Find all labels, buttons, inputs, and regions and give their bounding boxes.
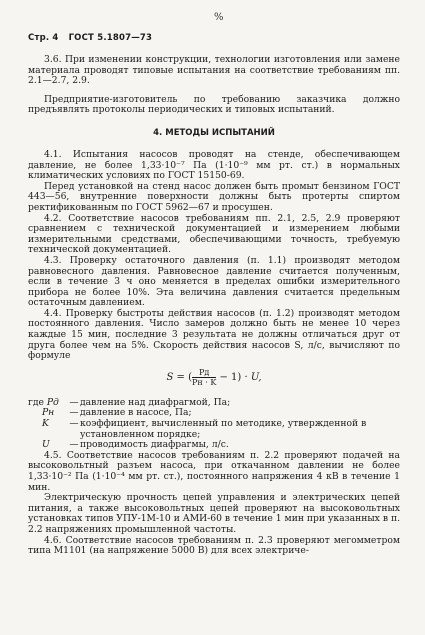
formula-minus: − 1	[219, 371, 238, 383]
paragraph-installation: Перед установкой на стенд насос должен быть промыт бензином ГОСТ 443—56, внутренние поверхности должны быть протерты спиртом ректификованным по ГОСТ 5962—67 и просушен.	[28, 180, 400, 213]
paragraph-4-4: 4.4. Проверку быстроты действия насосов (п. 1.2) производят методом постоянного давления. Число замеров должно быть не менее 10 через каждые 15 мин, последние 3 результата не должны отличаться друг от друга более чем на 5%. Скорость действия насосов S, л/с, вычисляют по формуле	[28, 307, 400, 362]
standard-code: ГОСТ 5.1807—73	[68, 33, 153, 43]
paragraph-3-6: 3.6. При изменении конструкции, технологии изготовления или замене материала проводят типовые испытания на соответствие требованиям пп. 2.1—2.7, 2.9.	[28, 54, 400, 87]
formula-close: )	[237, 371, 242, 383]
where-label: где	[28, 396, 44, 408]
paragraph-4-3: 4.3. Проверку остаточного давления (п. 1.1) производят методом равновесного давления. Равновесное давление считается полученным, если в течение 3 ч оно меняется в пределах ошибки измерительного прибора не более 10%. Эта величина давления считается предельным остаточным давлением.	[28, 254, 400, 309]
paragraph-4-5: 4.5. Соответствие насосов требованиям п. 2.2 проверяют подачей на высоковольтный разъем насоса, при откачанном давлении не более 1,33·10⁻² Па (1·10⁻⁴ мм рт. ст.), постоянного напряжения 4 кВ в течение 1 мин.	[28, 449, 400, 493]
definition-dash: —	[69, 418, 79, 430]
page-number: Стр. 4	[28, 33, 59, 43]
top-mark: %	[214, 12, 224, 23]
definition-row	[28, 419, 400, 440]
formula-numerator: Pд	[192, 368, 216, 378]
formula-eq: =	[176, 371, 185, 383]
page-header	[28, 33, 152, 43]
definition-symbol: Pд	[46, 396, 59, 408]
definition-text: давление над диафрагмой, Па;	[80, 396, 231, 408]
formula-tail: · U,	[244, 371, 262, 383]
section-title: 4. МЕТОДЫ ИСПЫТАНИЙ	[153, 127, 275, 138]
definition-symbol: K	[42, 418, 49, 430]
formula-denominator: Pн · K	[191, 377, 217, 387]
paragraph-4-2: 4.2. Соответствие насосов требованиям пп. 2.1, 2.5, 2.9 проверяют сравнением с технической документацией и измерением любыми измерительными средствами, обеспечивающими точность, требуемую технической документацией.	[28, 212, 400, 256]
definition-dash: —	[69, 407, 79, 419]
paragraph-4-6: 4.6. Соответствие насосов требованиям п. 2.3 проверяют мегомметром типа М1101 (на напряжение 5000 В) для всех электриче-	[28, 534, 400, 557]
document-body	[28, 55, 400, 557]
definition-text: проводимость диафрагмы, л/с.	[80, 439, 229, 451]
formula-fraction	[192, 368, 216, 387]
paragraph-4-1: 4.1. Испытания насосов проводят на стенде, обеспечивающем давление, не более 1,33·10⁻⁷ Па (1·10⁻⁹ мм рт. ст.) в нормальных климатических условиях по ГОСТ 15150-69.	[28, 148, 400, 182]
definition-text: давление в насосе, Па;	[80, 407, 192, 419]
definitions-list	[28, 398, 400, 451]
definition-text: коэффициент, вычисленный по методике, утвержденной в установленном порядке;	[80, 418, 367, 440]
speed-formula	[28, 368, 400, 390]
definition-symbol: U	[42, 439, 50, 451]
formula-open: (	[188, 371, 192, 383]
definition-dash: —	[69, 439, 79, 451]
paragraph-electrical-strength: Электрическую прочность цепей управления и электрических цепей питания, а также высоковольтных цепей проверяют на высоковольтных установках типов УПУ-1М-10 и АМИ-60 в течение 1 мин при указанных в п. 2.2 напряжениях промышленной частоты.	[28, 492, 400, 535]
definition-symbol: Pн	[42, 407, 55, 419]
definition-dash: —	[69, 396, 79, 408]
formula-lhs: S	[166, 371, 174, 383]
paragraph-manufacturer: Предприятие-изготовитель по требованию заказчика должно предъявлять протоколы периодических и типовых испытаний.	[28, 93, 400, 116]
